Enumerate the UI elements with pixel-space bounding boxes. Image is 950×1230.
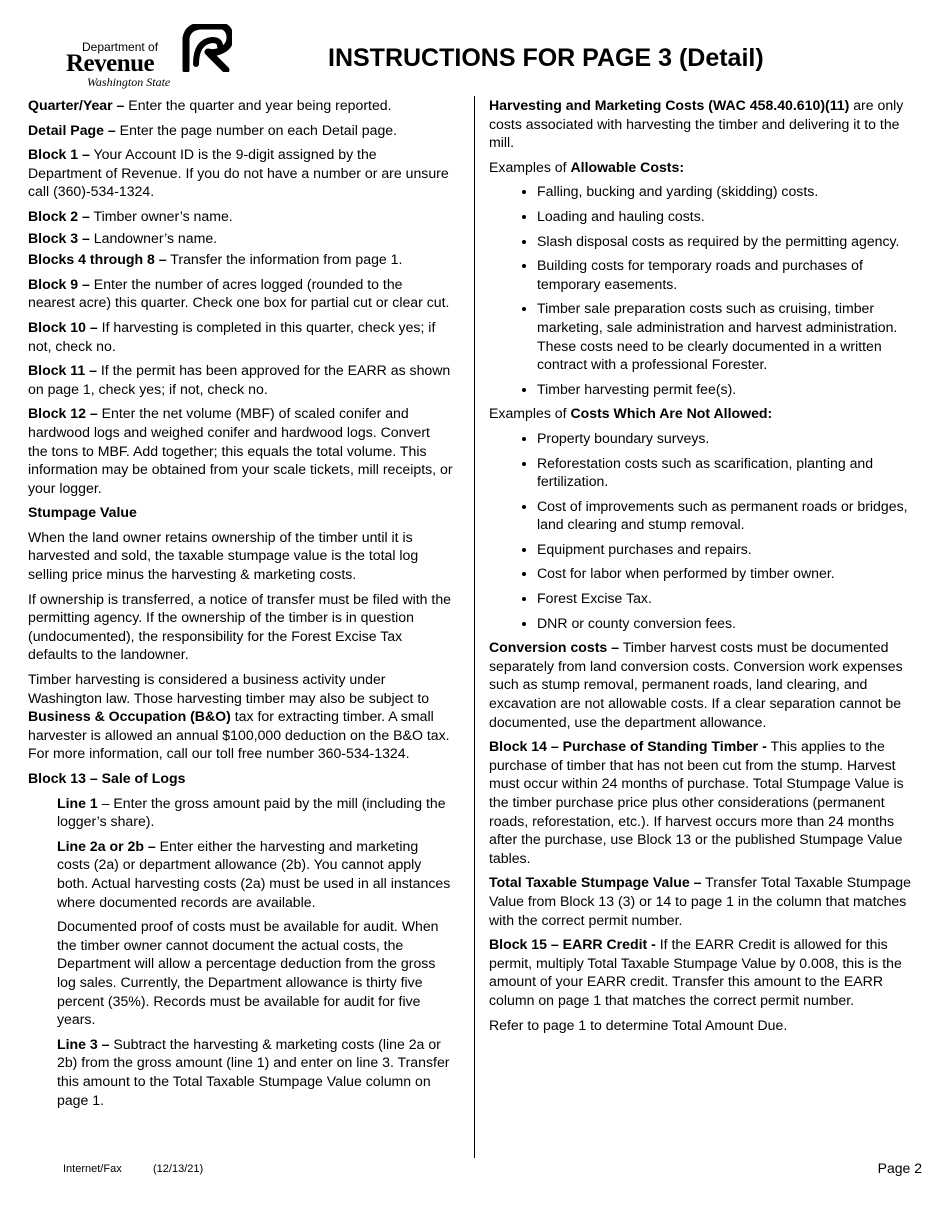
block2-para: Block 2 – Timber owner’s name. bbox=[28, 207, 233, 224]
stumpage-para2: If ownership is transferred, a notice of transfer must be filed with the permitting agency. If the ownership of the timber is in question (undocumented), the responsibility for the Forest Excise Tax defaults to the landowner. bbox=[28, 590, 452, 663]
list-item: • DNR or county conversion fees. bbox=[537, 614, 914, 633]
list-item: • Falling, bucking and yarding (skidding) costs. bbox=[537, 182, 914, 201]
block10-para: Block 10 – If harvesting is completed in this quarter, check yes; if not, check no. bbox=[28, 318, 436, 354]
list-item: • Cost for labor when performed by timber owner. bbox=[537, 564, 914, 583]
footer-form-type: Internet/Fax bbox=[63, 1163, 122, 1175]
block4-8-para: Blocks 4 through 8 – Transfer the information from page 1. bbox=[28, 251, 403, 268]
block3-para: Block 3 – Landowner’s name. bbox=[28, 229, 218, 246]
block12-para: Block 12 – Enter the net volume (MBF) of scaled conifer and hardwood logs and weighed conifer and hardwood logs. Convert the tons to MBF. Add together; this equals the total volume. This information may be obtained from your scale tickets, mill receipts, or your logger. bbox=[28, 405, 453, 496]
line1-para: Line 1 – Enter the gross amount paid by the mill (including the logger’s share). bbox=[57, 794, 446, 830]
stumpage-para1: When the land owner retains ownership of the timber until it is harvested and sold, the taxable stumpage value is the total log selling price minus the harvesting & marketing costs. bbox=[28, 528, 419, 583]
notallowed-intro: Examples of Costs Which Are Not Allowed: bbox=[489, 405, 773, 422]
documented-para: Documented proof of costs must be available for audit. When the timber owner cannot document the actual costs, the Department will allow a percentage deduction from the gross log sales. Currently, the Department allowance is thirty five percent (35%). Records must be available for audit for five years. bbox=[57, 918, 439, 1028]
list-item: • Reforestation costs such as scarification, planting and fertilization. bbox=[537, 454, 914, 491]
footer-date: (12/13/21) bbox=[153, 1163, 204, 1175]
logo-mark-icon bbox=[182, 24, 232, 72]
line3-para: Line 3 – Subtract the harvesting & marketing costs (line 2a or 2b) from the gross amount (line 1) and enter on line 3. Transfer this amount to the Total Taxable Stumpage Value column on page 1. bbox=[57, 1035, 450, 1108]
list-item: • Loading and hauling costs. bbox=[537, 207, 914, 226]
column-divider bbox=[474, 96, 475, 1158]
detail-page-para: Detail Page – Enter the page number on each Detail page. bbox=[28, 121, 398, 138]
stumpage-heading: Stumpage Value bbox=[28, 504, 137, 521]
notallowed-list bbox=[489, 429, 914, 632]
list-item: • Building costs for temporary roads and purchases of temporary easements. bbox=[537, 256, 914, 293]
conversion-para: Conversion costs – Timber harvest costs must be documented separately from land conversion costs. Conversion work expenses such as stump removal, permanent roads, land clearing, and excavation are not allowable costs. If a clear separation cannot be documented, use the department allowance. bbox=[489, 639, 903, 730]
allowable-list bbox=[489, 182, 914, 398]
logo-line3: Washington State bbox=[87, 75, 171, 89]
block14-para: Block 14 – Purchase of Standing Timber - This applies to the purchase of timber that has not been cut from the stump. Harvest must occur within 24 months of purchase. Total Stumpage Value is the timber purchase price plus other considerations (permanent roads, reforestation, etc.). If harvest occurs more than 24 months after the purchase, use Block 13 or the published Stumpage Value tables. bbox=[489, 738, 904, 866]
block11-para: Block 11 – If the permit has been approved for the EARR as shown on page 1, check yes; if not, check no. bbox=[28, 362, 451, 397]
refer-para: Refer to page 1 to determine Total Amount Due. bbox=[489, 1016, 788, 1033]
bo-para: Timber harvesting is considered a business activity under Washington law. Those harvesting timber may also be subject to Business & Occupation (B&O) tax for extracting timber. A small harvester is allowed an annual $100,000 deduction on the B&O tax. For more information, call our toll free number 360-534-1324. bbox=[28, 671, 450, 762]
logo-line1: Department of bbox=[82, 40, 159, 54]
right-column bbox=[489, 96, 914, 1040]
list-item: • Equipment purchases and repairs. bbox=[537, 540, 914, 559]
list-item: • Slash disposal costs as required by the permitting agency. bbox=[537, 232, 914, 251]
total-taxable-para: Total Taxable Stumpage Value – Transfer Total Taxable Stumpage Value from Block 13 (3) or 14 to page 1 in the column that matches with the correct permit number. bbox=[489, 874, 911, 928]
line2-para: Line 2a or 2b – Enter either the harvesting and marketing costs (2a) or department allowance (2b). You cannot apply both. Actual harvesting costs (2a) must be used in all instances where documented records are available. bbox=[57, 837, 451, 910]
dor-logo bbox=[64, 24, 239, 90]
page-title: INSTRUCTIONS FOR PAGE 3 (Detail) bbox=[328, 44, 764, 72]
block1-para: Block 1 – Your Account ID is the 9-digit assigned by the Department of Revenue. If you do not have a number or are unsure call (360)-534-1324. bbox=[28, 146, 449, 200]
list-item: • Forest Excise Tax. bbox=[537, 589, 914, 608]
harvest-marketing-para: Harvesting and Marketing Costs (WAC 458.40.610)(11) are only costs associated with harvesting the timber and delivering it to the mill. bbox=[489, 97, 904, 151]
block13-heading: Block 13 – Sale of Logs bbox=[28, 770, 186, 786]
list-item: • Timber harvesting permit fee(s). bbox=[537, 380, 914, 399]
page-number: Page 2 bbox=[877, 1160, 922, 1176]
logo-line2: Revenue bbox=[66, 50, 155, 77]
allowable-intro: Examples of Allowable Costs: bbox=[489, 158, 685, 175]
list-item: • Property boundary surveys. bbox=[537, 429, 914, 448]
left-column bbox=[28, 96, 453, 1115]
block9-para: Block 9 – Enter the number of acres logged (rounded to the nearest acre) this quarter. Check one box for partial cut or clear cut. bbox=[28, 275, 450, 311]
block15-para: Block 15 – EARR Credit - If the EARR Credit is allowed for this permit, multiply Total Taxable Stumpage Value by 0.008, this is the amount of your EARR credit. Transfer this amount to the EARR column on page 1 that matches the correct permit number. bbox=[489, 936, 902, 1008]
quarter-year-para: Quarter/Year – Enter the quarter and year being reported. bbox=[28, 97, 392, 113]
list-item: • Cost of improvements such as permanent roads or bridges, land clearing and stump removal. bbox=[537, 497, 914, 534]
list-item: • Timber sale preparation costs such as cruising, timber marketing, sale administration and harvest administration. These costs need to be clearly documented in a written contract with a professional Forester. bbox=[537, 299, 914, 373]
